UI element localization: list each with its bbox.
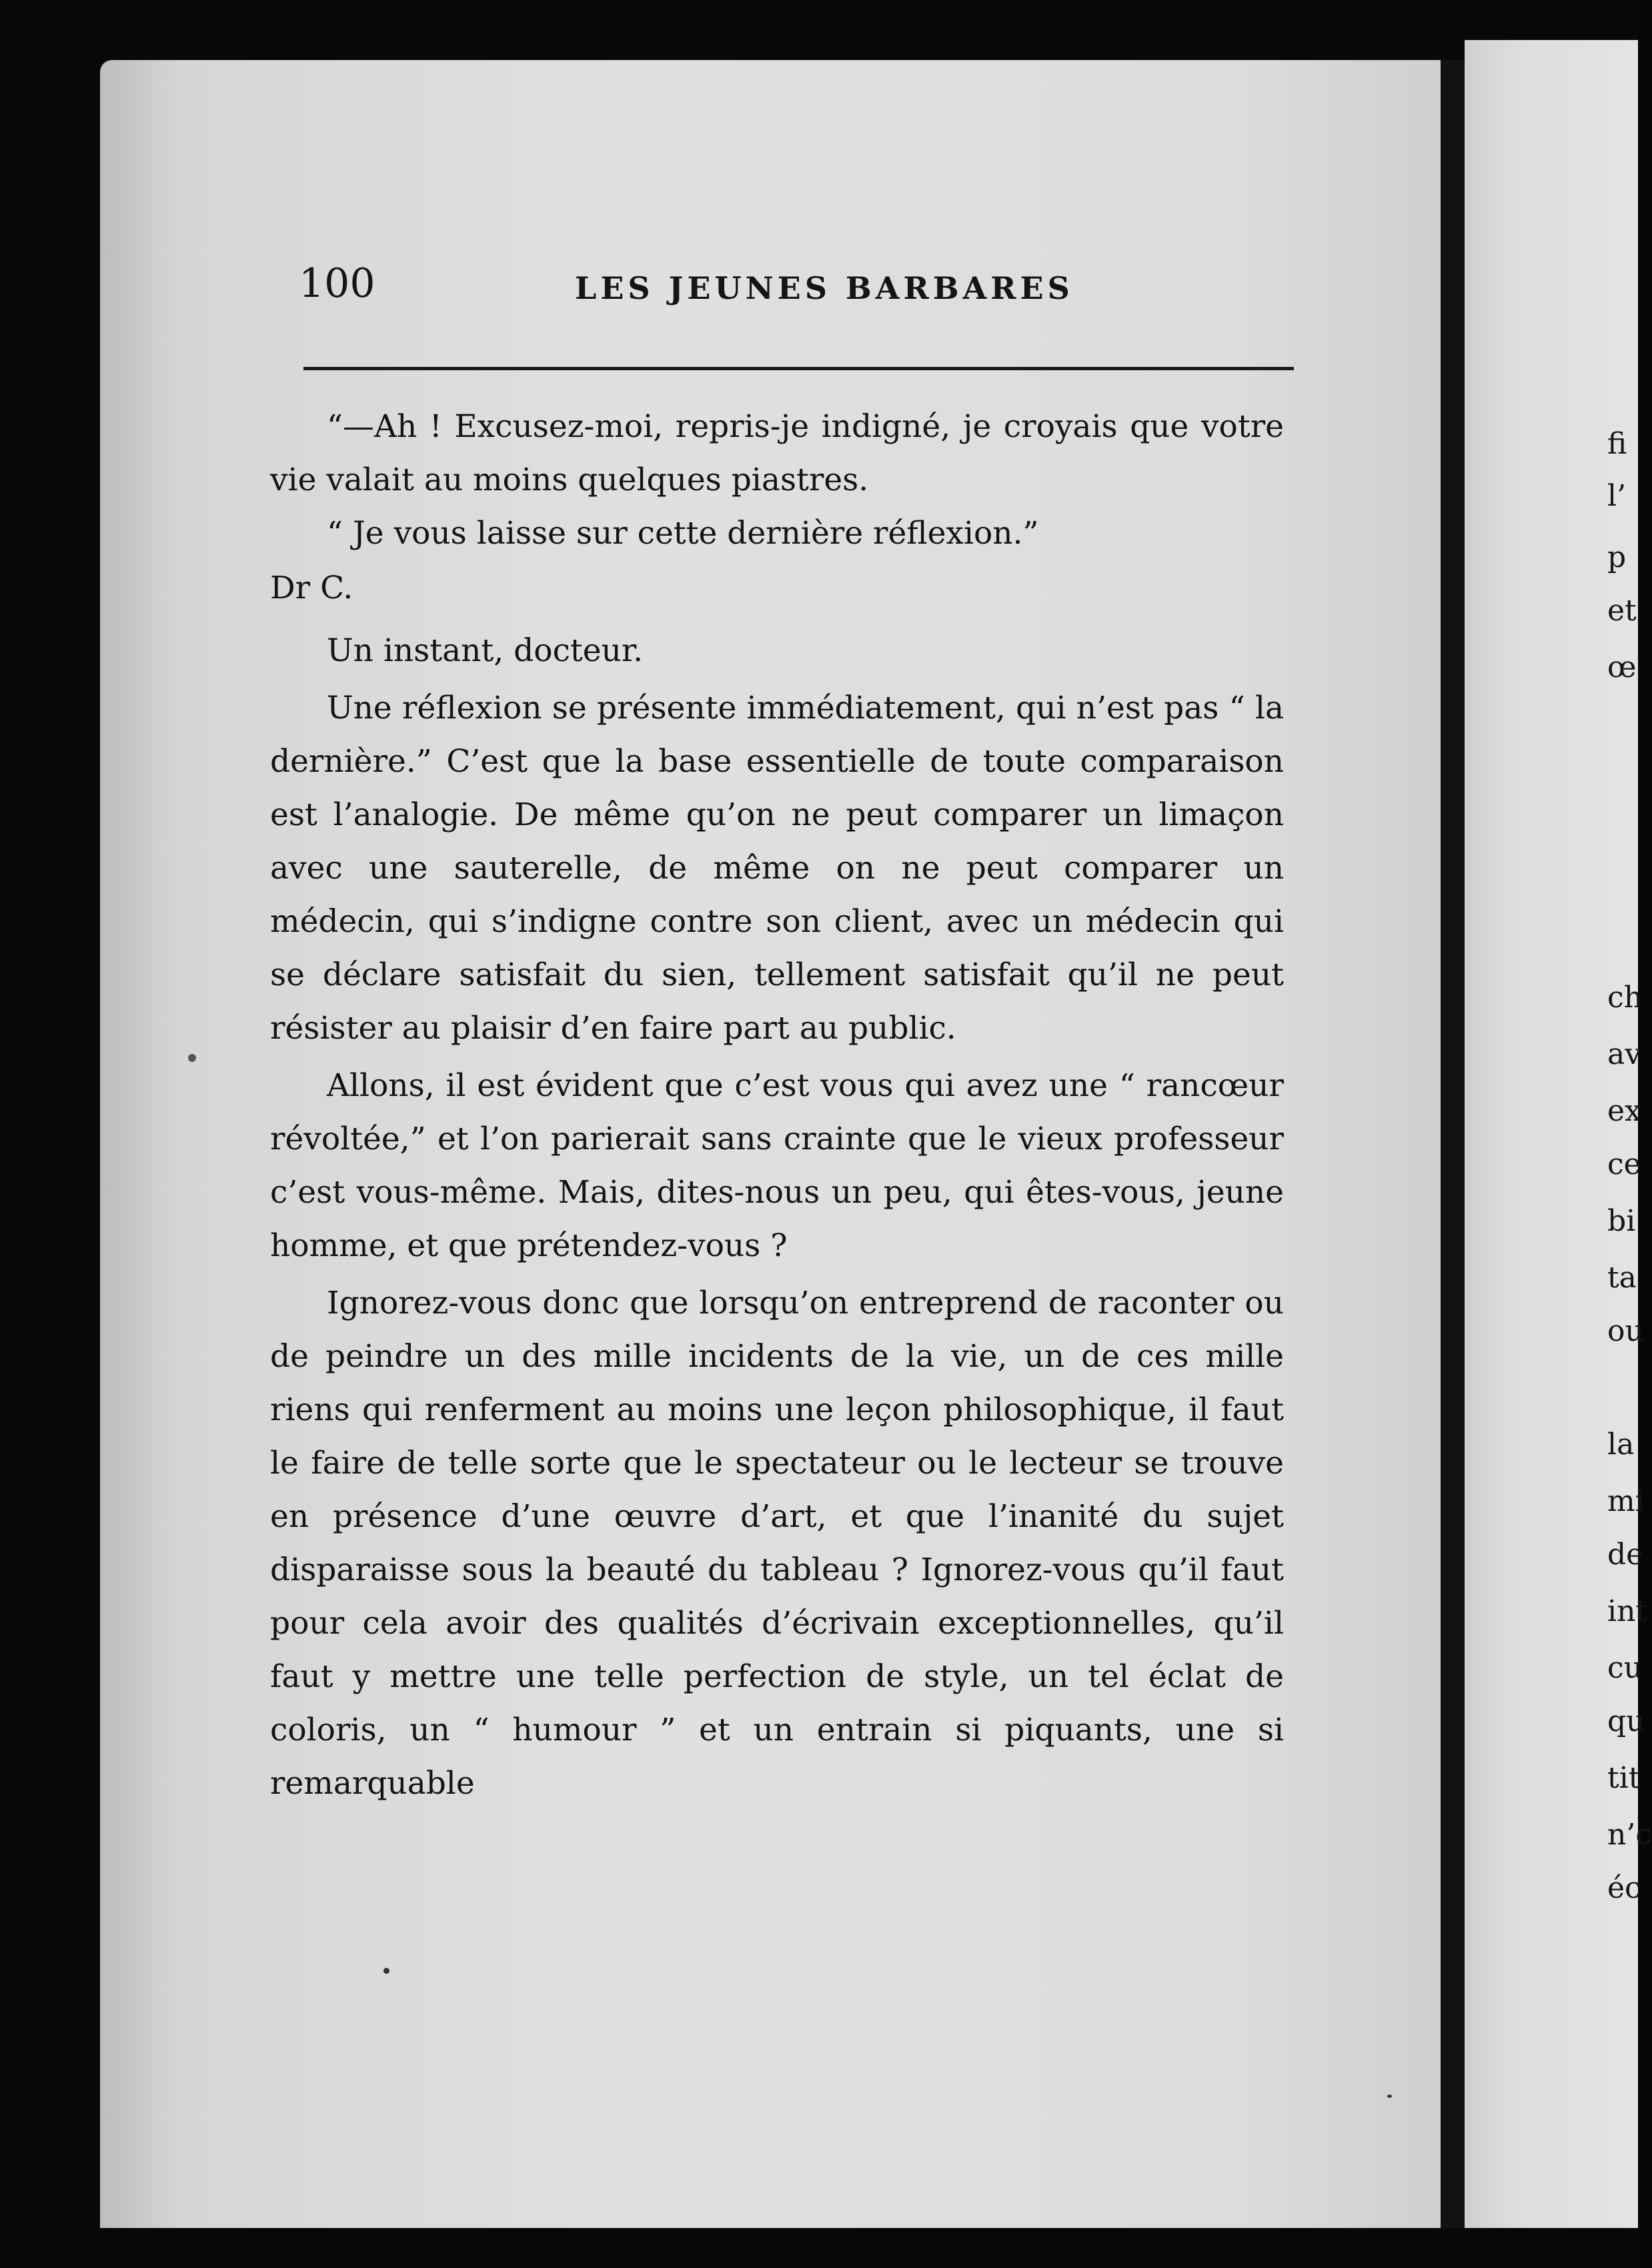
page-number: 100 [299, 260, 375, 307]
right-fragment: ta [1607, 1261, 1637, 1295]
paragraph-allons: Allons, il est évident que c’est vous qui avez une “ rancœur révoltée,” et l’on parierait sans crainte que le vieux professeur c’est vous-même. Mais, dites-nous un peu, qui êtes-vous, jeune homme, et que prétendez-vous ? [270, 1067, 1284, 1264]
book-gutter [1441, 60, 1465, 2228]
right-fragment: ch [1607, 981, 1643, 1015]
paragraph-quote-ah: “—Ah ! Excusez-moi, repris-je indigné, je croyais que votre vie valait au moins quelques piastres. [270, 408, 1284, 498]
right-fragment: fi [1607, 427, 1627, 461]
right-fragment: cu [1607, 1651, 1643, 1685]
right-fragment: tit [1607, 1761, 1641, 1795]
running-head: LES JEUNES BARBARES [575, 270, 1074, 306]
ink-speck [1387, 2095, 1392, 2098]
right-fragment: mi [1607, 1484, 1645, 1518]
right-fragment: et [1607, 594, 1637, 628]
right-fragment: ce [1607, 1147, 1641, 1181]
right-fragment: bi [1607, 1204, 1636, 1238]
right-fragment: n’c [1607, 1818, 1652, 1852]
right-fragment: œ [1607, 650, 1637, 684]
paragraph-instant: Un instant, docteur. [327, 632, 644, 669]
right-fragment: éc [1607, 1871, 1641, 1905]
right-fragment: p [1607, 540, 1627, 574]
paragraph-ignorez: Ignorez-vous donc que lorsqu’on entreprend de raconter ou de peindre un des mille incidents de la vie, un de ces mille riens qui renferment au moins une leçon philosophique, il faut le faire de telle sorte que le spectateur ou le lecteur se trouve en présence d’une œuvre d’art, et que l’inanité du sujet disparaisse sous la beauté du tableau ? Ignorez-vous qu’il faut pour cela avoir des qualités d’écrivain exceptionnelles, qu’il faut y mettre une telle perfection de style, un tel éclat de coloris, un “ humour ” et un entrain si piquants, une si remarquable [270, 1285, 1284, 1802]
right-fragment: ex [1607, 1094, 1641, 1128]
right-fragment: int [1607, 1594, 1648, 1628]
header-rule [303, 367, 1294, 370]
right-fragment: de [1607, 1538, 1644, 1572]
ink-speck [188, 1054, 196, 1062]
paragraph-reflexion: Une réflexion se présente immédiatement, qui n’est pas “ la dernière.” C’est que la base essentielle de toute comparaison est l’analogie. De même qu’on ne peut comparer un limaçon avec une sauterelle, de même on ne peut comparer un médecin, qui s’indigne contre son client, avec un médecin qui se déclare satisfait du sien, tellement satisfait qu’il ne peut résister au plaisir d’en faire part au public. [270, 690, 1284, 1047]
right-fragment: qu [1607, 1704, 1645, 1738]
right-fragment: ou [1607, 1314, 1644, 1348]
ink-speck [383, 1968, 389, 1974]
body-text [270, 400, 1284, 1810]
right-fragment: la [1607, 1428, 1635, 1462]
right-fragment: l’ [1607, 479, 1627, 513]
right-fragment: av [1607, 1037, 1642, 1071]
paragraph-quote-reflexion: “ Je vous laisse sur cette dernière réflexion.” [327, 515, 1039, 552]
signature: Dr C. [270, 570, 353, 606]
